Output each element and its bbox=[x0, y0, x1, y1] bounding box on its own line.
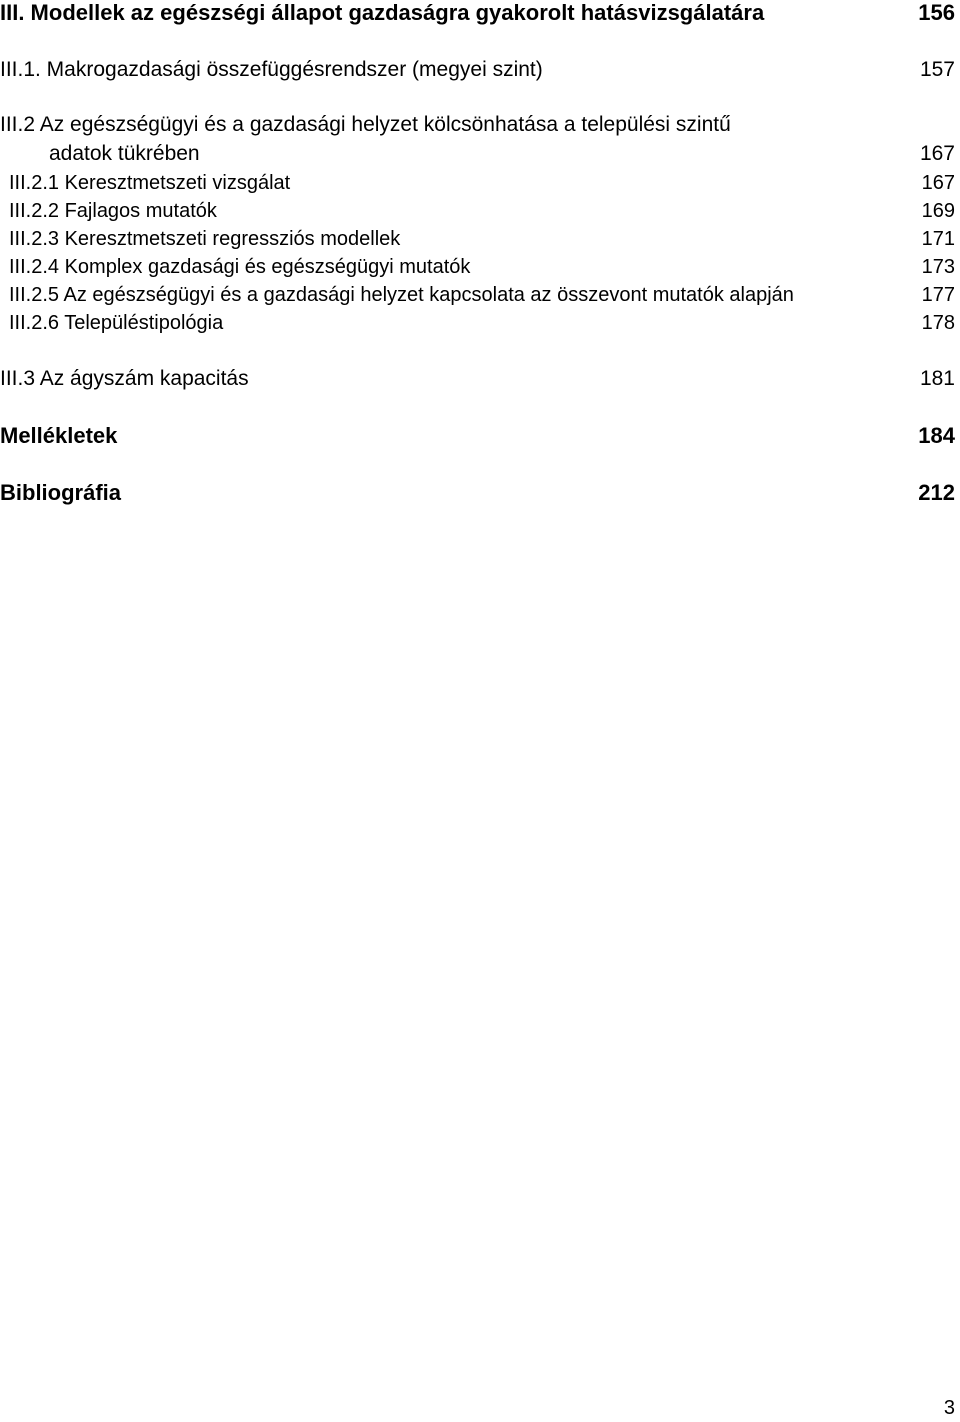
toc-entry-page: 169 bbox=[921, 200, 955, 222]
toc-entry-page: 173 bbox=[921, 256, 955, 278]
toc-entry-title: III. Modellek az egészségi állapot gazdaságra gyakorolt hatásvizsgálatára bbox=[0, 0, 765, 25]
toc-entry-3-2-4 bbox=[0, 252, 960, 282]
toc-entry-title: III.2 Az egészségügyi és a gazdasági helyzet kölcsönhatása a települési szintű bbox=[0, 113, 731, 136]
toc-entry-page: 212 bbox=[918, 480, 955, 505]
toc-entry-title: III.2.2 Fajlagos mutatók bbox=[9, 200, 217, 222]
toc-entry-appendices bbox=[0, 421, 960, 451]
toc-entry-page: 178 bbox=[921, 312, 955, 334]
toc-entry-title: Bibliográfia bbox=[0, 480, 122, 505]
toc-entry-title: III.2.5 Az egészségügyi és a gazdasági helyzet kapcsolata az összevont mutatók alapján bbox=[9, 284, 794, 306]
toc-entry-page: 156 bbox=[918, 0, 955, 25]
toc-entry-3-2-1 bbox=[0, 168, 960, 198]
toc-entry-3-2-3 bbox=[0, 224, 960, 254]
toc-entry-title: III.2.3 Keresztmetszeti regressziós modellek bbox=[9, 228, 401, 250]
toc-entry-page: 177 bbox=[921, 284, 955, 306]
toc-entry-3-3 bbox=[0, 364, 960, 394]
page-number: 3 bbox=[943, 1397, 955, 1419]
toc-entry-page: 167 bbox=[921, 172, 955, 194]
toc-entry-chapter-3 bbox=[0, 0, 960, 28]
toc-entry-3-2-2 bbox=[0, 196, 960, 226]
toc-entry-title: III.2.4 Komplex gazdasági és egészségügyi mutatók bbox=[9, 256, 471, 278]
toc-entry-title: adatok tükrében bbox=[49, 142, 200, 165]
toc-entry-bibliography bbox=[0, 478, 960, 508]
toc-entry-3-2-continuation bbox=[0, 139, 960, 169]
toc-entry-page: 184 bbox=[918, 423, 955, 448]
toc-entry-title: III.3 Az ágyszám kapacitás bbox=[0, 367, 249, 390]
toc-entry-title: III.2.1 Keresztmetszeti vizsgálat bbox=[9, 172, 291, 194]
toc-entry-3-2-6 bbox=[0, 308, 960, 338]
toc-entry-title: III.1. Makrogazdasági összefüggésrendszer (megyei szint) bbox=[0, 58, 543, 81]
toc-entry-title: Mellékletek bbox=[0, 423, 118, 448]
toc-entry-3-1 bbox=[0, 55, 960, 85]
toc-entry-3-2-5 bbox=[0, 280, 960, 310]
toc-entry-page: 181 bbox=[919, 367, 955, 390]
toc-entry-page: 171 bbox=[921, 228, 955, 250]
toc-entry-title: III.2.6 Településtipológia bbox=[9, 312, 224, 334]
toc-entry-page: 157 bbox=[919, 58, 955, 81]
toc-entry-page: 167 bbox=[919, 142, 955, 165]
toc-entry-3-2 bbox=[0, 110, 960, 140]
